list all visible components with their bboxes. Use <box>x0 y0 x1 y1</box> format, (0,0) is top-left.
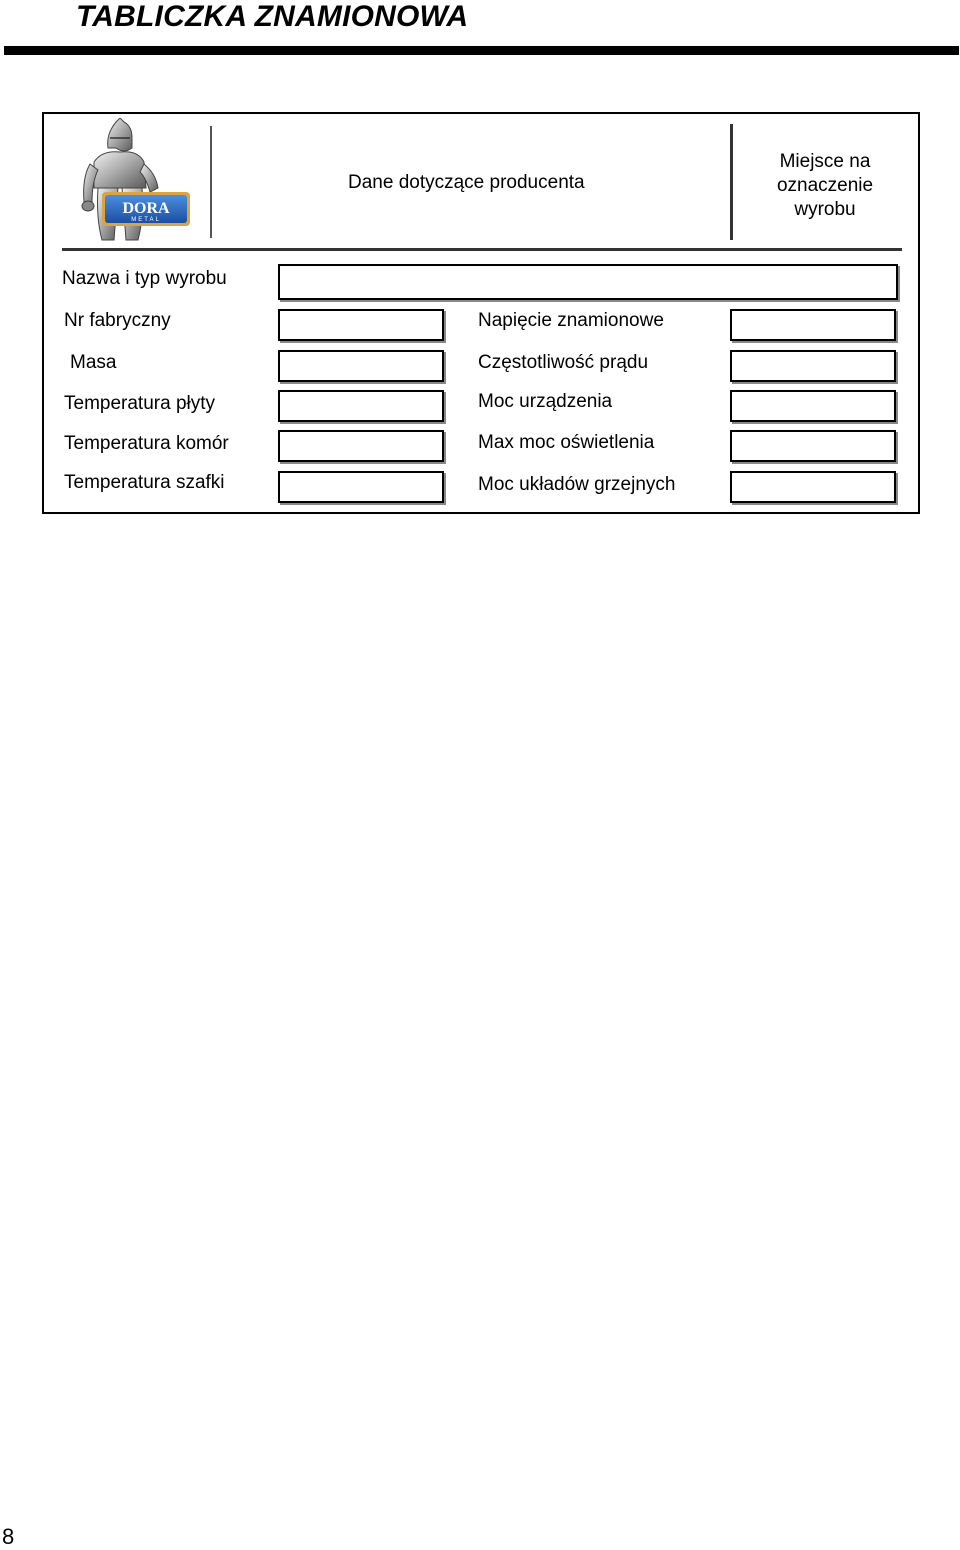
device-power-field[interactable] <box>730 390 896 422</box>
marking-label-line: wyrobu <box>794 199 856 220</box>
header-rule <box>62 248 902 251</box>
cabinet-temperature-field[interactable] <box>278 471 444 503</box>
frequency-label: Częstotliwość prądu <box>478 352 649 373</box>
plate-temperature-field[interactable] <box>278 390 444 422</box>
page-number: 8 <box>2 1524 15 1549</box>
marking-label-line: Miejsce na <box>779 151 871 172</box>
cabinet-temperature-label: Temperatura szafki <box>64 472 225 493</box>
rated-voltage-field[interactable] <box>730 309 896 341</box>
producer-data-label: Dane dotyczące producenta <box>348 172 585 193</box>
max-lighting-power-field[interactable] <box>730 430 896 462</box>
chamber-temperature-field[interactable] <box>278 430 444 462</box>
marking-label-line: oznaczenie <box>776 175 874 196</box>
nameplate <box>42 112 920 514</box>
heating-power-label: Moc układów grzejnych <box>478 474 676 495</box>
frequency-field[interactable] <box>730 350 896 382</box>
product-name-field[interactable] <box>278 264 898 300</box>
max-lighting-power-label: Max moc oświetlenia <box>478 432 655 453</box>
mass-label: Masa <box>70 352 117 373</box>
chamber-temperature-label: Temperatura komór <box>64 433 229 454</box>
logo-brand-line2: METAL <box>131 217 161 223</box>
serial-number-label: Nr fabryczny <box>64 310 171 331</box>
plate-temperature-label: Temperatura płyty <box>64 393 216 414</box>
rated-voltage-label: Napięcie znamionowe <box>478 310 664 331</box>
product-name-label: Nazwa i typ wyrobu <box>62 268 227 289</box>
device-power-label: Moc urządzenia <box>478 391 613 412</box>
mass-field[interactable] <box>278 350 444 382</box>
title-rule <box>4 46 959 55</box>
page-title: TABLICZKA ZNAMIONOWA <box>76 0 469 33</box>
product-marking-label <box>760 150 890 222</box>
dora-metal-logo <box>72 118 196 244</box>
header-divider-right <box>730 124 733 240</box>
heating-power-field[interactable] <box>730 471 896 503</box>
serial-number-field[interactable] <box>278 309 444 341</box>
logo-brand-line1: DORA <box>122 200 170 217</box>
header-divider-left <box>210 126 212 238</box>
